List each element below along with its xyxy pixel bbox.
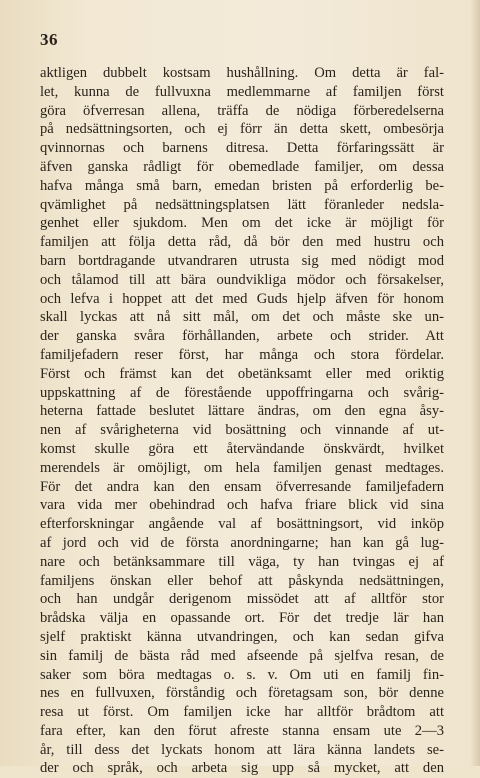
text-line: nen af svårigheterna vid bosättning och vinnande af ut- (40, 422, 444, 439)
text-line: resa ut först. Om familjen icke har alltför brådtom att (40, 704, 444, 721)
text-line: hafva många små barn, emedan bristen på erforderlig be- (40, 177, 444, 194)
text-line: let, kunna de fullvuxna medlemmarne af familjen först (40, 83, 444, 100)
text-line: qvämlighet på nedsättningsplatsen lätt föranleder nedsla- (40, 196, 444, 213)
text-line: saker som böra medtagas o. s. v. Om uti en familj fin- (40, 666, 444, 683)
text-line: fara efter, kan den förut afreste stanna ensam ute 2—3 (40, 722, 444, 739)
text-line: der och språk, och arbeta sig upp så mycket, att den (40, 760, 444, 777)
text-line: heterna fattade beslutet lättare ändras, om den egna åsy- (40, 403, 444, 420)
text-line: sin familj de bästa råd med afseende på sjelfva resan, de (40, 647, 444, 664)
text-line: äfven ganska rådligt för obemedlade familjer, om dessa (40, 158, 444, 175)
page-edge-shadow (470, 0, 480, 766)
text-line: der ganska svåra förhållanden, arbete och strider. Att (40, 328, 444, 345)
text-line: komst skulle göra ett återvändande önskvärdt, hvilket (40, 440, 444, 457)
text-line: familjen att följa detta råd, då bör den med hustru och (40, 234, 444, 251)
text-line: genhet eller sjukdom. Men om det icke är möjligt för (40, 215, 444, 232)
text-line: och tålamod till att bära oundvikliga mödor och försakelser, (40, 271, 444, 288)
text-line: skall lyckas att nå sitt mål, om det och måste ske un- (40, 309, 444, 326)
text-line: barn bortdragande utvandraren utrusta sig med nödigt mod (40, 252, 444, 269)
text-line: efterforskningar angående val af bosättningsort, vid inköp (40, 516, 444, 533)
text-line: och han undgår derigenom missödet att af alltför stor (40, 591, 444, 608)
text-line: merendels är omöjligt, om hela familjen genast medtages. (40, 459, 444, 476)
text-line: uppskattning af de förestående uppoffringarna och svårig- (40, 384, 444, 401)
text-line: För det andra kan den ensam öfverresande familjefadern (40, 478, 444, 495)
text-line: år, till dess det lyckats honom att lära känna landets se- (40, 741, 444, 758)
text-line: göra öfverresan allena, träffa de nödiga förberedelserna (40, 102, 444, 119)
text-line: sjelf praktiskt känna utvandringen, och kan sedan gifva (40, 628, 444, 645)
text-line: familjens önskan eller behof att påskynda nedsättningen, (40, 572, 444, 589)
text-line: familjefadern reser först, har många och stora fördelar. (40, 346, 444, 363)
text-line: aktligen dubbelt kostsam hushållning. Om detta är fal- (40, 65, 444, 81)
text-line: qvinnornas och barnens ditresa. Detta förfaringssätt är (40, 140, 444, 157)
text-line: brådska välja en opassande ort. För det tredje lär han (40, 610, 444, 627)
text-line: Först och främst kan det obetänksamt eller med oriktig (40, 365, 444, 382)
text-line: och lefva i hoppet att det med Guds hjelp äfven för honom (40, 290, 444, 307)
text-line: vara vida mer obehindrad och hafva friare blick vid sina (40, 497, 444, 514)
text-line: på nedsättningsorten, och ej förr än detta skett, ombesörja (40, 121, 444, 138)
text-line: af jord och vid de första anordningarne; han kan gå lug- (40, 534, 444, 551)
body-text (40, 64, 444, 778)
page-number: 36 (40, 30, 58, 49)
text-line: nare och betänksammare till väga, ty han tvingas ej af (40, 553, 444, 570)
text-line: nes en fullvuxen, förståndig och företagsam son, bör denne (40, 685, 444, 702)
